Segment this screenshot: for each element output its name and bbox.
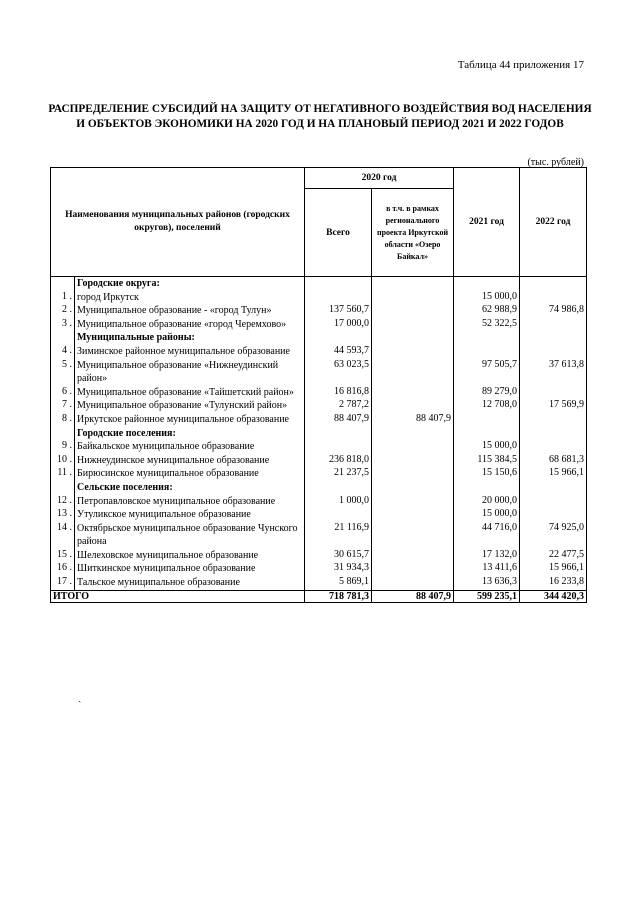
row-2022	[520, 291, 587, 305]
row-incl	[372, 386, 454, 400]
row-2022	[520, 318, 587, 332]
row-incl	[372, 454, 454, 468]
row-2021: 13 636,3	[454, 576, 520, 590]
table-body	[51, 277, 587, 591]
table-row	[51, 359, 587, 386]
row-2021: 15 150,6	[454, 467, 520, 481]
title-line-2: И ОБЪЕКТОВ ЭКОНОМИКИ НА 2020 ГОД И НА ПЛАНОВЫЙ ПЕРИОД 2021 И 2022 ГОДОВ	[76, 118, 564, 130]
section-row	[51, 277, 587, 291]
row-2022	[520, 413, 587, 427]
row-index: 11 .	[51, 467, 75, 481]
row-index: 6 .	[51, 386, 75, 400]
row-name: Муниципальные районы:	[75, 331, 305, 345]
row-2021	[454, 427, 520, 441]
row-incl	[372, 427, 454, 441]
row-name: Бирюсинское муниципальное образование	[75, 467, 305, 481]
row-total: 21 116,9	[305, 522, 372, 549]
table-row	[51, 291, 587, 305]
row-2022	[520, 508, 587, 522]
row-name: Шелеховское муниципальное образование	[75, 549, 305, 563]
row-2021: 12 708,0	[454, 399, 520, 413]
row-2021: 17 132,0	[454, 549, 520, 563]
units-label: (тыс. рублей)	[527, 157, 584, 168]
row-2022: 15 966,1	[520, 562, 587, 576]
row-2021: 13 411,6	[454, 562, 520, 576]
row-2022: 22 477,5	[520, 549, 587, 563]
row-2022	[520, 440, 587, 454]
row-name: Муниципальное образование - «город Тулун»	[75, 304, 305, 318]
total-incl: 88 407,9	[372, 590, 454, 602]
row-2022: 16 233,8	[520, 576, 587, 590]
row-incl	[372, 304, 454, 318]
row-name: Сельские поселения:	[75, 481, 305, 495]
table-reference: Таблица 44 приложения 17	[457, 59, 584, 71]
row-2022	[520, 345, 587, 359]
row-2022	[520, 495, 587, 509]
row-incl	[372, 277, 454, 291]
row-2022	[520, 386, 587, 400]
row-index: 15 .	[51, 549, 75, 563]
row-2021: 15 000,0	[454, 440, 520, 454]
row-total	[305, 508, 372, 522]
row-total: 21 237,5	[305, 467, 372, 481]
table-row	[51, 440, 587, 454]
row-name: Байкальское муниципальное образование	[75, 440, 305, 454]
row-index: 12 .	[51, 495, 75, 509]
table-row	[51, 399, 587, 413]
row-total: 17 000,0	[305, 318, 372, 332]
row-total: 1 000,0	[305, 495, 372, 509]
subsidy-table	[50, 167, 587, 603]
row-name: Иркутское районное муниципальное образование	[75, 413, 305, 427]
row-total: 63 023,5	[305, 359, 372, 386]
row-total: 2 787,2	[305, 399, 372, 413]
title-line-1: РАСПРЕДЕЛЕНИЕ СУБСИДИЙ НА ЗАЩИТУ ОТ НЕГАТИВНОГО ВОЗДЕЙСТВИЯ ВОД НАСЕЛЕНИЯ	[48, 103, 592, 115]
row-incl	[372, 399, 454, 413]
row-index	[51, 427, 75, 441]
row-2021: 20 000,0	[454, 495, 520, 509]
header-2021: 2021 год	[454, 168, 520, 277]
page-title	[40, 102, 600, 132]
row-total: 16 816,8	[305, 386, 372, 400]
row-incl	[372, 467, 454, 481]
table-row	[51, 508, 587, 522]
row-name: Утуликское муниципальное образование	[75, 508, 305, 522]
total-all: 718 781,3	[305, 590, 372, 602]
row-index	[51, 331, 75, 345]
row-total	[305, 331, 372, 345]
row-index	[51, 277, 75, 291]
table-row	[51, 522, 587, 549]
row-index: 1 .	[51, 291, 75, 305]
row-total: 30 615,7	[305, 549, 372, 563]
row-2022: 15 966,1	[520, 467, 587, 481]
row-name: Петропавловское муниципальное образование	[75, 495, 305, 509]
row-2022	[520, 331, 587, 345]
header-2022: 2022 год	[520, 168, 587, 277]
table-row	[51, 386, 587, 400]
row-incl	[372, 359, 454, 386]
table-row	[51, 454, 587, 468]
row-name: Шиткинское муниципальное образование	[75, 562, 305, 576]
row-total	[305, 277, 372, 291]
row-incl	[372, 508, 454, 522]
row-incl	[372, 576, 454, 590]
header-name: Наименования муниципальных районов (городских округов), поселений	[51, 168, 305, 277]
row-name: город Иркутск	[75, 291, 305, 305]
row-total: 88 407,9	[305, 413, 372, 427]
row-name: Муниципальное образование «город Черемхово»	[75, 318, 305, 332]
row-total	[305, 481, 372, 495]
row-index: 13 .	[51, 508, 75, 522]
row-index: 2 .	[51, 304, 75, 318]
row-index: 10 .	[51, 454, 75, 468]
table-row	[51, 345, 587, 359]
row-total	[305, 440, 372, 454]
row-2022: 17 569,9	[520, 399, 587, 413]
row-total: 137 560,7	[305, 304, 372, 318]
row-incl	[372, 318, 454, 332]
row-2022: 37 613,8	[520, 359, 587, 386]
row-name: Муниципальное образование «Нижнеудинский район»	[75, 359, 305, 386]
row-incl	[372, 562, 454, 576]
table-row	[51, 318, 587, 332]
row-index: 14 .	[51, 522, 75, 549]
row-2021: 44 716,0	[454, 522, 520, 549]
row-index: 3 .	[51, 318, 75, 332]
section-row	[51, 481, 587, 495]
row-incl: 88 407,9	[372, 413, 454, 427]
row-incl	[372, 291, 454, 305]
row-2021	[454, 481, 520, 495]
row-name: Нижнеудинское муниципальное образование	[75, 454, 305, 468]
row-2021: 62 988,9	[454, 304, 520, 318]
row-name: Муниципальное образование «Тайшетский район»	[75, 386, 305, 400]
row-total	[305, 427, 372, 441]
row-name: Зиминское районное муниципальное образование	[75, 345, 305, 359]
table-row	[51, 413, 587, 427]
row-2021: 89 279,0	[454, 386, 520, 400]
header-incl: в т.ч. в рамках регионального проекта Иркутской области «Озеро Байкал»	[372, 189, 454, 277]
total-2022: 344 420,3	[520, 590, 587, 602]
total-2021: 599 235,1	[454, 590, 520, 602]
row-index: 5 .	[51, 359, 75, 386]
row-name: Октябрьское муниципальное образование Чунского района	[75, 522, 305, 549]
row-index: 8 .	[51, 413, 75, 427]
row-index: 16 .	[51, 562, 75, 576]
table-row	[51, 467, 587, 481]
row-incl	[372, 345, 454, 359]
row-2021	[454, 277, 520, 291]
header-total: Всего	[305, 189, 372, 277]
row-incl	[372, 440, 454, 454]
row-total: 31 934,3	[305, 562, 372, 576]
row-2021: 15 000,0	[454, 291, 520, 305]
row-index: 4 .	[51, 345, 75, 359]
row-2021: 15 000,0	[454, 508, 520, 522]
row-index: 7 .	[51, 399, 75, 413]
stray-mark: ˎ	[78, 692, 82, 703]
row-incl	[372, 549, 454, 563]
row-2022	[520, 427, 587, 441]
row-index: 9 .	[51, 440, 75, 454]
row-2021	[454, 331, 520, 345]
row-total	[305, 291, 372, 305]
row-incl	[372, 481, 454, 495]
row-name: Муниципальное образование «Тулунский район»	[75, 399, 305, 413]
row-incl	[372, 331, 454, 345]
section-row	[51, 331, 587, 345]
header-2020: 2020 год	[305, 168, 454, 189]
row-2021: 97 505,7	[454, 359, 520, 386]
row-2022: 74 925,0	[520, 522, 587, 549]
row-2022	[520, 481, 587, 495]
table-row	[51, 304, 587, 318]
row-total: 44 593,7	[305, 345, 372, 359]
row-2021	[454, 345, 520, 359]
row-incl	[372, 495, 454, 509]
table-row	[51, 495, 587, 509]
table-row	[51, 576, 587, 590]
row-name: Тальское муниципальное образование	[75, 576, 305, 590]
row-name: Городские поселения:	[75, 427, 305, 441]
total-label: ИТОГО	[51, 590, 305, 602]
row-2021: 52 322,5	[454, 318, 520, 332]
row-2021: 115 384,5	[454, 454, 520, 468]
row-index: 17 .	[51, 576, 75, 590]
row-name: Городские округа:	[75, 277, 305, 291]
table-row	[51, 562, 587, 576]
row-2022: 74 986,8	[520, 304, 587, 318]
row-2021	[454, 413, 520, 427]
total-row	[51, 590, 587, 602]
row-2022: 68 681,3	[520, 454, 587, 468]
row-incl	[372, 522, 454, 549]
table-row	[51, 549, 587, 563]
section-row	[51, 427, 587, 441]
row-total: 236 818,0	[305, 454, 372, 468]
row-2022	[520, 277, 587, 291]
row-total: 5 869,1	[305, 576, 372, 590]
row-index	[51, 481, 75, 495]
